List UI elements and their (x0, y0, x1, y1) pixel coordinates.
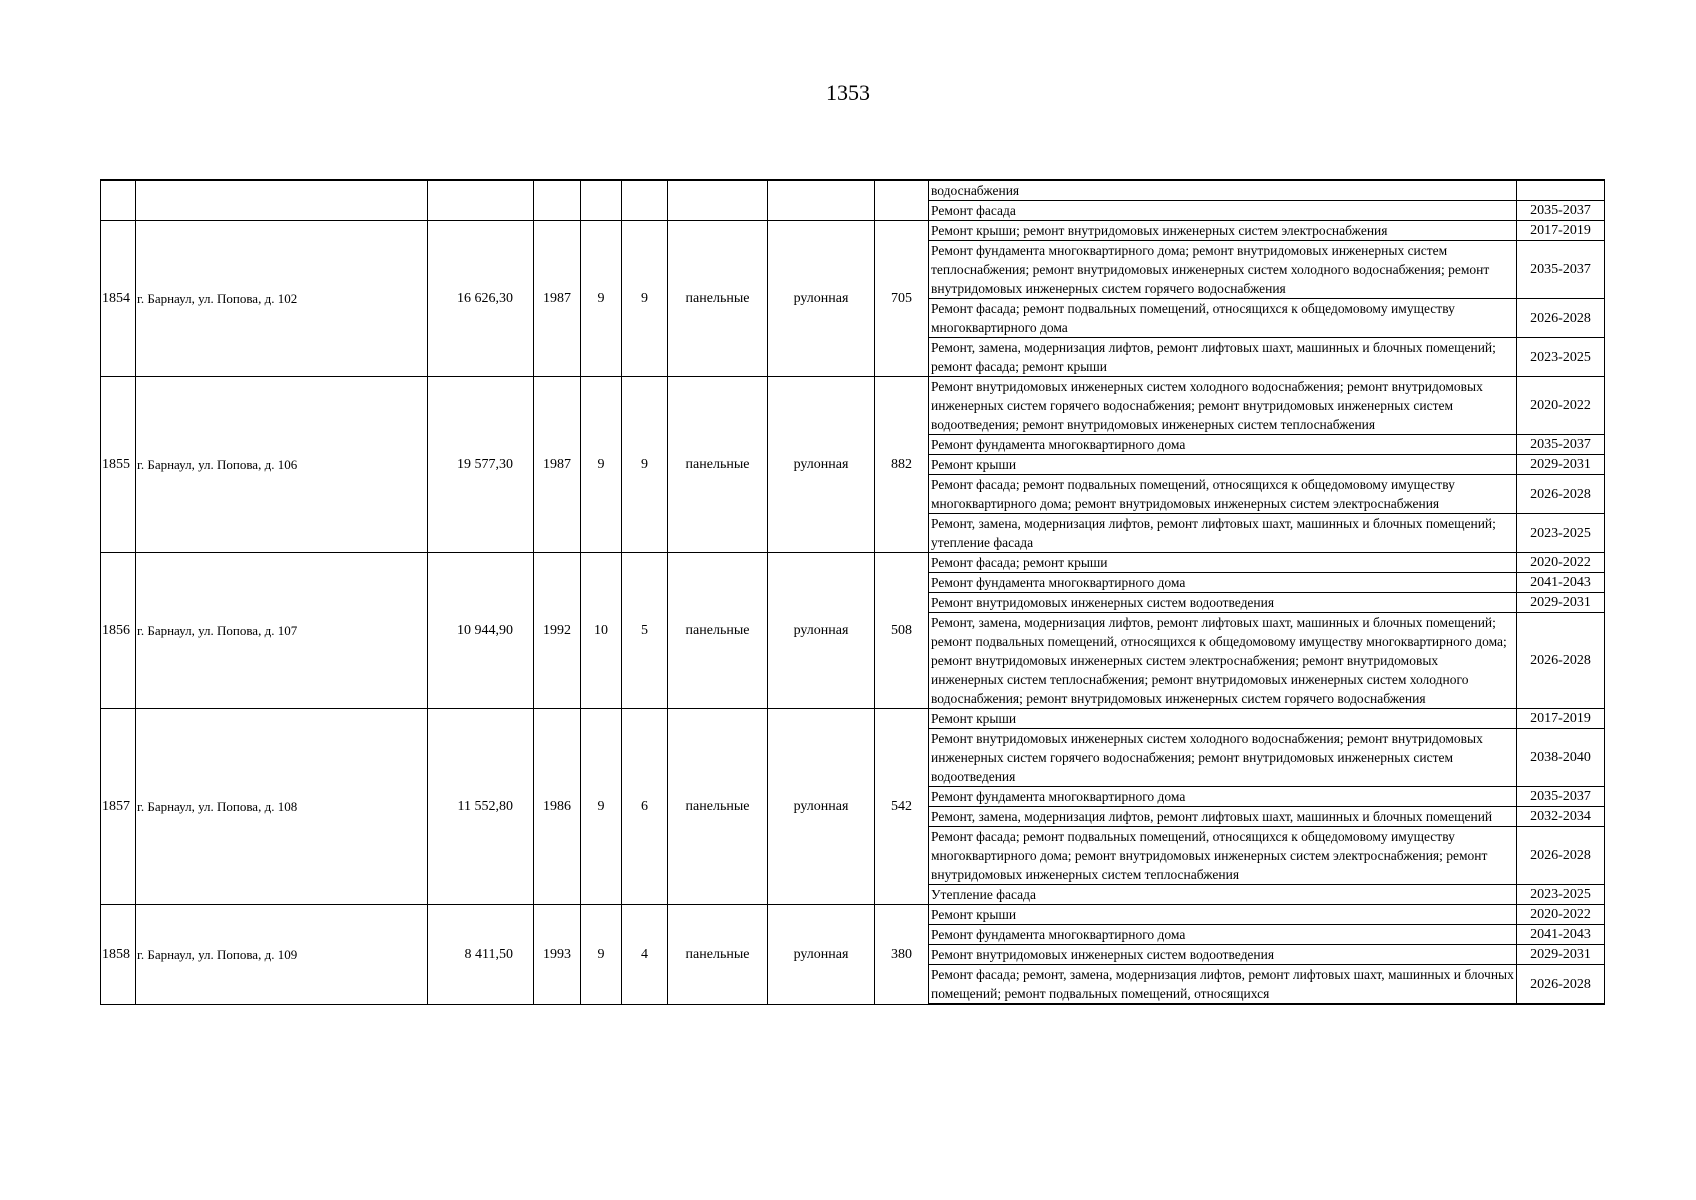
cell-period: 2041-2043 (1517, 573, 1605, 593)
cell-floors-min: 9 (622, 377, 668, 553)
cell-period: 2029-2031 (1517, 593, 1605, 613)
page-number: 1353 (826, 80, 870, 105)
cell-num: 1854 (101, 221, 136, 377)
table-row (101, 709, 1605, 729)
cell-address: г. Барнаул, ул. Попова, д. 108 (136, 709, 428, 905)
cell-floors-min: 6 (622, 709, 668, 905)
cell-roof (768, 180, 875, 221)
cell-roof: рулонная (768, 709, 875, 905)
cell-walls: панельные (668, 709, 768, 905)
cell-period: 2026-2028 (1517, 475, 1605, 514)
cell-work: Ремонт фасада; ремонт крыши (929, 553, 1517, 573)
cell-walls: панельные (668, 221, 768, 377)
cell-walls (668, 180, 768, 221)
cell-period: 2032-2034 (1517, 807, 1605, 827)
cell-num: 1857 (101, 709, 136, 905)
cell-period: 2035-2037 (1517, 241, 1605, 299)
cell-floors-max: 10 (581, 553, 622, 709)
cell-period: 2029-2031 (1517, 455, 1605, 475)
cell-work: Ремонт фундамента многоквартирного дома (929, 573, 1517, 593)
cell-work: Ремонт, замена, модернизация лифтов, ремонт лифтовых шахт, машинных и блочных помещений; ремонт подвальных помещений, относящихся к общедомовому имуществу многоквартирного дома; ремонт внутридомовых инженерных систем электроснабжения; ремонт внутридомовых инженерных систем теплоснабжения; ремонт внутридомовых инженерных систем холодного водоснабжения; ремонт внутридомовых инженерных систем горячего водоснабжения (929, 613, 1517, 709)
cell-address: г. Барнаул, ул. Попова, д. 109 (136, 905, 428, 1005)
cell-work: водоснабжения (929, 180, 1517, 201)
cell-roof: рулонная (768, 553, 875, 709)
cell-residents (875, 180, 929, 221)
cell-floors-max: 9 (581, 709, 622, 905)
cell-period: 2017-2019 (1517, 221, 1605, 241)
cell-period: 2038-2040 (1517, 729, 1605, 787)
cell-period: 2035-2037 (1517, 435, 1605, 455)
cell-num (101, 180, 136, 221)
cell-floors-max: 9 (581, 377, 622, 553)
table-row (101, 553, 1605, 573)
cell-work: Ремонт фундамента многоквартирного дома (929, 787, 1517, 807)
cell-address: г. Барнаул, ул. Попова, д. 106 (136, 377, 428, 553)
cell-residents: 380 (875, 905, 929, 1005)
cell-year (534, 180, 581, 221)
cell-period: 2026-2028 (1517, 965, 1605, 1005)
cell-roof: рулонная (768, 377, 875, 553)
cell-area: 10 944,90 (428, 553, 534, 709)
table-row (101, 180, 1605, 201)
cell-period: 2017-2019 (1517, 709, 1605, 729)
cell-period: 2026-2028 (1517, 827, 1605, 885)
cell-period: 2023-2025 (1517, 885, 1605, 905)
cell-area: 8 411,50 (428, 905, 534, 1005)
cell-num: 1858 (101, 905, 136, 1005)
cell-work: Ремонт, замена, модернизация лифтов, ремонт лифтовых шахт, машинных и блочных помещений (929, 807, 1517, 827)
cell-address: г. Барнаул, ул. Попова, д. 102 (136, 221, 428, 377)
cell-walls: панельные (668, 377, 768, 553)
cell-area: 19 577,30 (428, 377, 534, 553)
cell-work: Ремонт крыши (929, 709, 1517, 729)
cell-work: Ремонт фундамента многоквартирного дома (929, 925, 1517, 945)
cell-work: Ремонт крыши (929, 905, 1517, 925)
table-row (101, 905, 1605, 925)
cell-period: 2035-2037 (1517, 787, 1605, 807)
cell-work: Ремонт фундамента многоквартирного дома (929, 435, 1517, 455)
cell-year: 1987 (534, 377, 581, 553)
cell-area: 11 552,80 (428, 709, 534, 905)
cell-roof: рулонная (768, 905, 875, 1005)
cell-address (136, 180, 428, 221)
cell-period: 2020-2022 (1517, 905, 1605, 925)
cell-work: Ремонт крыши (929, 455, 1517, 475)
cell-residents: 542 (875, 709, 929, 905)
cell-area: 16 626,30 (428, 221, 534, 377)
cell-period: 2020-2022 (1517, 553, 1605, 573)
cell-area (428, 180, 534, 221)
cell-floors-min (622, 180, 668, 221)
cell-floors-max (581, 180, 622, 221)
capital-repair-table (100, 179, 1605, 1005)
cell-period: 2023-2025 (1517, 514, 1605, 553)
cell-work: Ремонт фасада; ремонт, замена, модернизация лифтов, ремонт лифтовых шахт, машинных и блочных помещений; ремонт подвальных помещений, относящихся (929, 965, 1517, 1005)
cell-work: Ремонт фасада; ремонт подвальных помещений, относящихся к общедомовому имуществу многоквартирного дома (929, 299, 1517, 338)
cell-period (1517, 180, 1605, 201)
cell-walls: панельные (668, 905, 768, 1005)
cell-year: 1992 (534, 553, 581, 709)
cell-roof: рулонная (768, 221, 875, 377)
cell-floors-max: 9 (581, 905, 622, 1005)
cell-period: 2026-2028 (1517, 299, 1605, 338)
cell-work: Ремонт внутридомовых инженерных систем холодного водоснабжения; ремонт внутридомовых инженерных систем горячего водоснабжения; ремонт внутридомовых инженерных систем водоотведения; ремонт внутридомовых инженерных систем теплоснабжения (929, 377, 1517, 435)
cell-work: Ремонт фасада (929, 201, 1517, 221)
cell-work: Ремонт внутридомовых инженерных систем холодного водоснабжения; ремонт внутридомовых инженерных систем горячего водоснабжения; ремонт внутридомовых инженерных систем водоотведения (929, 729, 1517, 787)
cell-residents: 508 (875, 553, 929, 709)
cell-work: Ремонт фундамента многоквартирного дома; ремонт внутридомовых инженерных систем теплоснабжения; ремонт внутридомовых инженерных систем холодного водоснабжения; ремонт внутридомовых инженерных систем горячего водоснабжения (929, 241, 1517, 299)
cell-num: 1856 (101, 553, 136, 709)
cell-period: 2041-2043 (1517, 925, 1605, 945)
table-row (101, 221, 1605, 241)
cell-work: Ремонт крыши; ремонт внутридомовых инженерных систем электроснабжения (929, 221, 1517, 241)
cell-work: Ремонт внутридомовых инженерных систем водоотведения (929, 593, 1517, 613)
cell-period: 2029-2031 (1517, 945, 1605, 965)
table-row (101, 377, 1605, 435)
cell-year: 1986 (534, 709, 581, 905)
cell-period: 2035-2037 (1517, 201, 1605, 221)
cell-year: 1993 (534, 905, 581, 1005)
cell-num: 1855 (101, 377, 136, 553)
cell-residents: 882 (875, 377, 929, 553)
cell-work: Утепление фасада (929, 885, 1517, 905)
cell-work: Ремонт, замена, модернизация лифтов, ремонт лифтовых шахт, машинных и блочных помещений; утепление фасада (929, 514, 1517, 553)
cell-floors-min: 4 (622, 905, 668, 1005)
cell-period: 2026-2028 (1517, 613, 1605, 709)
cell-address: г. Барнаул, ул. Попова, д. 107 (136, 553, 428, 709)
cell-period: 2020-2022 (1517, 377, 1605, 435)
cell-floors-min: 9 (622, 221, 668, 377)
cell-floors-min: 5 (622, 553, 668, 709)
cell-work: Ремонт фасада; ремонт подвальных помещений, относящихся к общедомовому имуществу многоквартирного дома; ремонт внутридомовых инженерных систем электроснабжения (929, 475, 1517, 514)
cell-period: 2023-2025 (1517, 338, 1605, 377)
cell-floors-max: 9 (581, 221, 622, 377)
cell-work: Ремонт, замена, модернизация лифтов, ремонт лифтовых шахт, машинных и блочных помещений; ремонт фасада; ремонт крыши (929, 338, 1517, 377)
cell-residents: 705 (875, 221, 929, 377)
cell-work: Ремонт фасада; ремонт подвальных помещений, относящихся к общедомовому имуществу многоквартирного дома; ремонт внутридомовых инженерных систем электроснабжения; ремонт внутридомовых инженерных систем теплоснабжения (929, 827, 1517, 885)
cell-year: 1987 (534, 221, 581, 377)
table-body (101, 180, 1605, 1004)
cell-work: Ремонт внутридомовых инженерных систем водоотведения (929, 945, 1517, 965)
cell-walls: панельные (668, 553, 768, 709)
